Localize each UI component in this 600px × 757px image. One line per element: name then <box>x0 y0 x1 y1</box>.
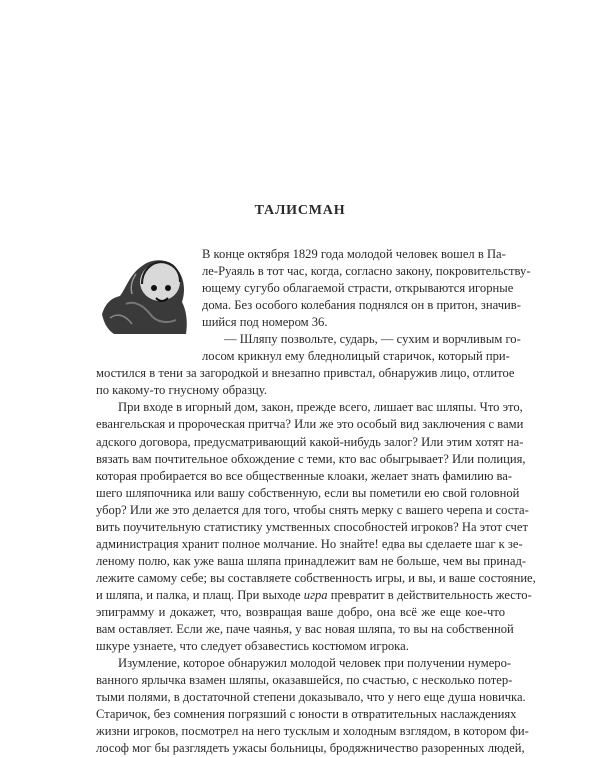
text-line: При входе в игорный дом, закон, прежде всего, лишает вас шляпы. Что это, <box>118 400 523 415</box>
text-line: ле-Руаяль в тот час, когда, согласно закону, покровительству- <box>202 264 531 279</box>
text-line: шкуре узнаете, что следует обзавестись костюмом игрока. <box>96 639 409 654</box>
italic-word: игра <box>303 587 328 602</box>
text-line: шего шляпочника или вашу собственную, если вы пометили ею свой головной <box>96 485 520 500</box>
text-line: которая пробирается во все общественные клоаки, желает знать фамилию ва- <box>96 468 513 483</box>
text-line: эпиграмму и докажет, что, возвращая ваше добро, она всё же еще кое-что <box>96 604 505 619</box>
text-line: леному полю, как уже ваша шляпа принадлежит вам не больше, чем вы принад- <box>96 553 527 568</box>
text-line: ванного ярлычка взамен шляпы, оказавшейся, по счастью, с несколько потер- <box>96 673 513 688</box>
text-line: лосом крикнул ему бледнолицый старичок, который при- <box>202 349 510 364</box>
text-line: Старичок, без сомнения погрязший с юности в отвратительных наслаждениях <box>96 707 517 722</box>
text-line: вам оставляет. Если же, паче чаянья, у вас новая шляпа, то вы на собственной <box>96 622 514 637</box>
text-line: евангельская и пророческая притча? Или же это особый вид заключения с вами <box>96 417 524 432</box>
text-line: ющему сугубо облагаемой страсти, открываются игорные <box>202 281 514 296</box>
text-line: тыми полями, в достаточной степени доказывало, что у него еще душа новичка. <box>96 690 526 705</box>
text-line: В конце октября 1829 года молодой человек вошел в Па- <box>202 247 506 261</box>
chapter-title: ТАЛИСМАН <box>254 203 346 218</box>
text-line: — Шляпу позвольте, сударь, — сухим и ворчливым го- <box>224 332 521 347</box>
text-line: вить поучительную статистику умственных способностей игроков? На этот счет <box>96 519 528 534</box>
text-line: убор? Или же это делается для того, чтобы снять мерку с вашего черепа и соста- <box>96 502 529 517</box>
text-line: Изумление, которое обнаружил молодой человек при получении нумеро- <box>118 656 512 671</box>
text-line: лежите самому себе; вы составляете собственность игры, и вы, и ваше состояние, <box>96 570 536 585</box>
text-fragment: превратит в действительность жесто- <box>327 587 532 602</box>
text-line: жизни игроков, посмотрел на него тусклым и холодным взглядом, в котором фи- <box>96 724 529 739</box>
text-line: адского договора, предусматривающий какой-нибудь залог? Или этим хотят на- <box>96 434 524 449</box>
text-fragment: и шляпа, и палка, и плащ. При выходе <box>96 587 304 602</box>
text-line <box>96 587 532 604</box>
text-line: по какому-то гнусному образцу. <box>96 383 267 398</box>
text-line: шийся под номером 36. <box>202 315 328 330</box>
text-line: администрация хранит полное молчание. Но знайте! едва вы сделаете шаг к зе- <box>96 536 523 551</box>
body-text <box>96 246 536 757</box>
text-line: мостился в тени за загородкой и внезапно привстал, обнаружив лицо, отлитое <box>96 366 515 381</box>
text-line: дома. Без особого колебания поднялся он в притон, значив- <box>202 298 521 313</box>
text-line: вязать вам почтительное обхождение с теми, кто вас обыгрывает? Или полиция, <box>96 451 526 466</box>
text-line: лософ мог бы разглядеть ужасы больницы, бродяжничество разоренных людей, <box>96 741 525 756</box>
